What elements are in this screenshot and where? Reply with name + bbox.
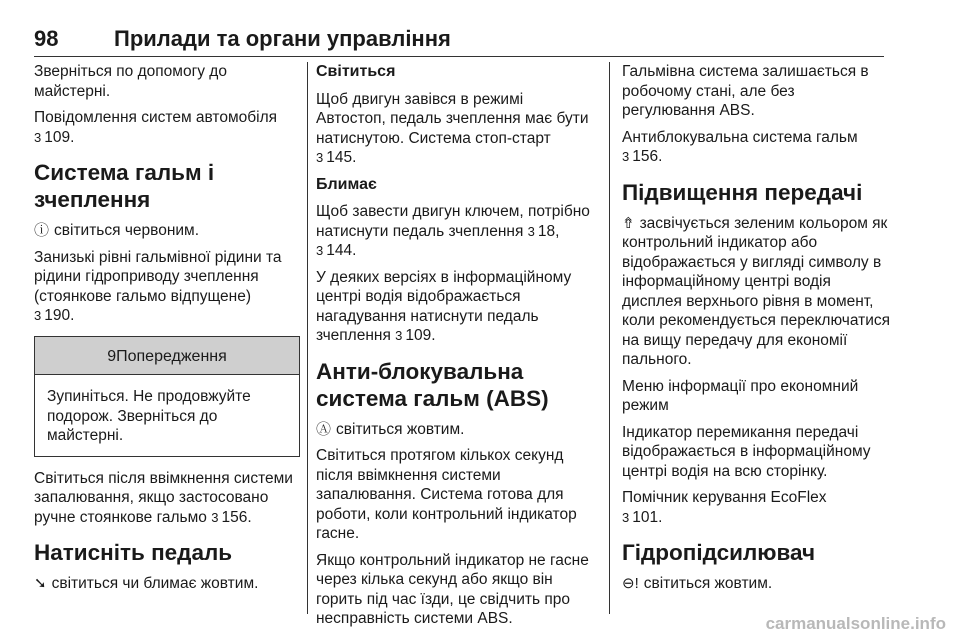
paragraph: Світиться протягом кількох секунд після ввімкнення системи запалювання. Система готова для роботи, коли контрольний індикатор гасне. bbox=[316, 447, 577, 542]
page-number: 98 bbox=[34, 26, 59, 51]
paragraph: Антиблокувальна система гальм 3 156. bbox=[622, 128, 858, 165]
page-header bbox=[34, 26, 884, 57]
power-steering-icon: ⊖! bbox=[622, 575, 639, 592]
cross-reference-icon: 3 bbox=[34, 308, 42, 323]
paragraph bbox=[34, 248, 300, 326]
paragraph-text: Світиться після ввімкнення системи запалювання, якщо застосовано ручне стоянкове гальмо bbox=[34, 469, 293, 526]
section-heading: Анти-блокувальна система гальм (ABS) bbox=[316, 358, 549, 411]
abs-icon: Ⓐ bbox=[316, 420, 332, 438]
paragraph: ⇮ засвічується зеленим кольором як контрольний індикатор або відображається у вигляді символу в інформаційному центрі водія дисплея верхнього рівня в момент, коли рекомендується переключатися на вищу передачу для економії пального. bbox=[622, 214, 891, 368]
page-reference[interactable]: 109. bbox=[44, 128, 75, 146]
brake-warning-icon: ⓘ bbox=[34, 222, 50, 239]
paragraph: Якщо контрольний індикатор не гасне через кілька секунд або якщо він горить під час їзди, це свідчить про несправність системи ABS. bbox=[316, 551, 589, 627]
cross-reference-icon: 3 bbox=[622, 149, 630, 164]
cross-reference-icon: 3 bbox=[316, 243, 324, 258]
page-reference[interactable]: 18, bbox=[537, 222, 560, 240]
page-reference[interactable]: 156. bbox=[632, 148, 663, 165]
cross-reference-icon: 3 bbox=[395, 328, 403, 343]
paragraph bbox=[34, 469, 300, 528]
paragraph: Зверніться по допомогу до майстерні. bbox=[34, 63, 227, 100]
page-reference[interactable]: 145. bbox=[326, 149, 357, 166]
paragraph-text: Занизькі рівні гальмівної рідини та рідини гідроприводу зчеплення (стоянкове гальмо відпущене) bbox=[34, 248, 282, 305]
paragraph: Щоб завести двигун ключем, потрібно натиснути педаль зчеплення 3 18, 3 144. bbox=[316, 203, 590, 259]
page-reference[interactable]: 101. bbox=[632, 508, 663, 526]
subsection-heading: Світиться bbox=[316, 63, 396, 80]
page-reference[interactable]: 144. bbox=[326, 242, 357, 259]
paragraph: Меню інформації про економний режим bbox=[622, 377, 859, 414]
subsection-heading: Блимає bbox=[316, 175, 377, 193]
paragraph: Щоб двигун завівся в режимі Автостоп, педаль зчеплення має бути натиснутою. Система стоп-старт 3 145. bbox=[316, 90, 589, 166]
cross-reference-icon: 3 bbox=[34, 129, 42, 145]
paragraph: Помічник керування EcoFlex 3 101. bbox=[622, 489, 827, 526]
page-reference[interactable]: 156. bbox=[221, 508, 252, 526]
cross-reference-icon: 3 bbox=[527, 223, 535, 239]
cross-reference-icon: 3 bbox=[211, 509, 219, 525]
column-divider bbox=[307, 62, 308, 614]
cross-reference-icon: 3 bbox=[622, 509, 630, 525]
section-heading: Натисніть педаль bbox=[34, 540, 233, 565]
watermark: carmanualsonline.info bbox=[765, 614, 946, 633]
page-reference[interactable]: 190. bbox=[44, 307, 75, 324]
paragraph: ⓘ світиться червоним. bbox=[34, 222, 200, 239]
page-title: Прилади та органи управління bbox=[114, 26, 451, 51]
paragraph: ➘ світиться чи блимає жовтим. bbox=[34, 575, 259, 592]
paragraph bbox=[34, 108, 300, 147]
column-1 bbox=[34, 62, 300, 601]
column-divider bbox=[609, 62, 610, 614]
warning-box bbox=[34, 336, 300, 457]
paragraph: Ⓐ світиться жовтим. bbox=[316, 420, 465, 438]
warning-header bbox=[35, 337, 299, 376]
section-heading: Гідропідсилювач bbox=[622, 540, 816, 565]
paragraph: ⊖! світиться жовтим. bbox=[622, 575, 773, 592]
upshift-icon: ⇮ bbox=[622, 214, 635, 232]
paragraph: Індикатор перемикання передачі відображається в інформаційному центрі водія на всю сторінку. bbox=[622, 423, 871, 480]
section-heading: Підвищення передачі bbox=[622, 179, 863, 205]
column-2 bbox=[316, 62, 594, 636]
paragraph: У деяких версіях в інформаційному центрі водія відображається нагадування натиснути педаль зчеплення 3 109. bbox=[316, 268, 572, 344]
warning-title: Попередження bbox=[116, 347, 227, 365]
section-heading: Система гальм і зчеплення bbox=[34, 160, 215, 212]
pedal-icon: ➘ bbox=[34, 575, 47, 592]
cross-reference-icon: 3 bbox=[316, 150, 324, 165]
paragraph-text: Повідомлення систем автомобіля bbox=[34, 109, 278, 126]
warning-icon: 9 bbox=[107, 347, 117, 365]
column-3 bbox=[622, 62, 892, 601]
paragraph: Гальмівна система залишається в робочому стані, але без регулювання ABS. bbox=[622, 63, 869, 119]
warning-body: Зупиніться. Не продовжуйте подорож. Зверніться до майстерні. bbox=[47, 388, 251, 444]
page-reference[interactable]: 109. bbox=[405, 327, 436, 344]
